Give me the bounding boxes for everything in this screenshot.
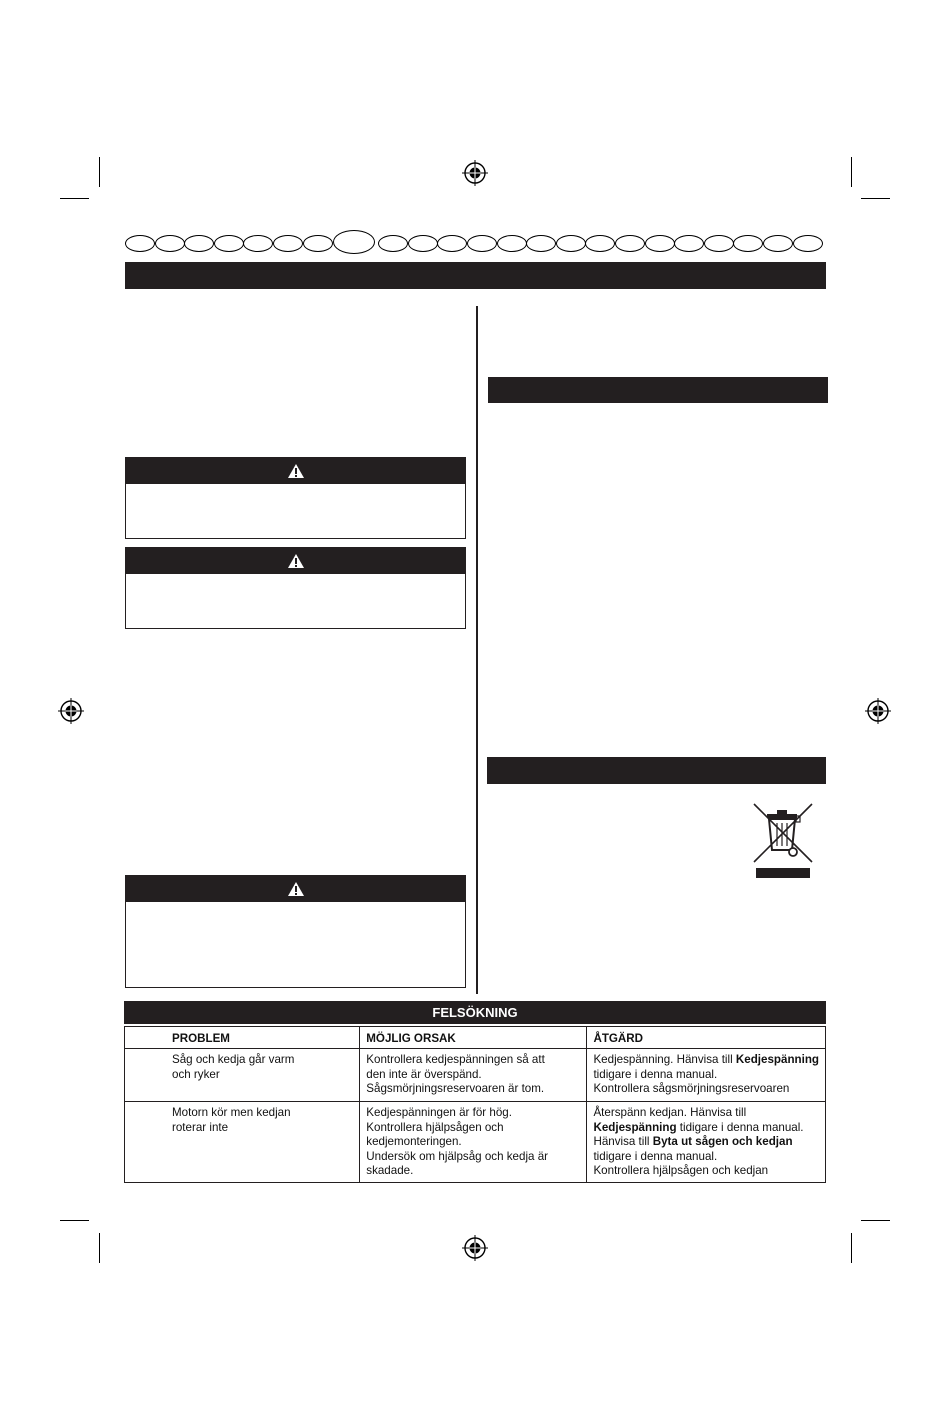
problem-cell	[125, 1102, 360, 1183]
column-header-cause: MÖJLIG ORSAK	[360, 1027, 587, 1049]
cell-line: roterar inte	[172, 1120, 229, 1134]
crop-mark	[851, 157, 852, 187]
text-run: tidigare i denna manual.	[593, 1149, 718, 1163]
cell-line: den inte är överspänd.	[366, 1067, 482, 1081]
cell-line: kedjemonteringen.	[366, 1135, 462, 1148]
troubleshooting-table	[124, 1026, 826, 1183]
warning-header	[126, 548, 465, 574]
cell-line	[593, 1164, 819, 1179]
language-tab[interactable]	[585, 235, 615, 252]
crop-mark	[861, 198, 890, 199]
bold-reference: Kedjespänning	[735, 1053, 819, 1066]
bold-reference: Kedjespänning	[593, 1120, 677, 1134]
language-tab[interactable]	[645, 235, 675, 252]
text-run: tidigare i denna manual.	[676, 1120, 804, 1134]
troubleshooting-title: FELSÖKNING	[124, 1001, 826, 1024]
table-header-row	[125, 1027, 826, 1049]
cell-line	[593, 1106, 819, 1121]
cell-line: Motorn kör men kedjan	[172, 1106, 291, 1119]
crop-mark	[99, 157, 100, 187]
cell-line	[593, 1068, 819, 1083]
action-cell	[587, 1102, 826, 1183]
text-run: Hänvisa till	[593, 1135, 653, 1148]
language-tab[interactable]	[763, 235, 793, 252]
cell-line	[593, 1135, 819, 1150]
registration-mark-icon	[58, 698, 84, 724]
cell-line: Kontrollera hjälpsågen och	[366, 1120, 504, 1134]
language-tab[interactable]	[378, 235, 408, 252]
registration-mark-icon	[462, 1235, 488, 1261]
warning-header	[126, 876, 465, 902]
language-tab[interactable]	[615, 235, 645, 252]
language-tab-active[interactable]	[333, 230, 375, 254]
cell-line	[593, 1121, 819, 1136]
column-header-action: ÅTGÄRD	[587, 1027, 826, 1049]
crop-mark	[60, 1220, 89, 1221]
problem-cell	[125, 1049, 360, 1102]
warning-box	[125, 875, 466, 988]
language-tab[interactable]	[125, 235, 155, 252]
cell-line	[593, 1053, 819, 1068]
text-run: Återspänn kedjan. Hänvisa till	[593, 1106, 747, 1119]
language-tab[interactable]	[214, 235, 244, 252]
warning-triangle-icon	[287, 881, 305, 897]
cell-line: och ryker	[172, 1067, 220, 1081]
warning-triangle-icon	[287, 463, 305, 479]
right-section-header-bar	[487, 757, 826, 784]
section-header-bar	[125, 262, 826, 289]
language-tab[interactable]	[497, 235, 527, 252]
text-run: Kedjespänning. Hänvisa till	[593, 1053, 736, 1066]
language-tab[interactable]	[704, 235, 734, 252]
cause-cell	[360, 1102, 587, 1183]
language-tab[interactable]	[733, 235, 763, 252]
text-run: tidigare i denna manual.	[593, 1067, 718, 1081]
cell-line: Sågsmörjningsreservoaren är tom.	[366, 1082, 545, 1095]
cell-line: Kedjespänningen är för hög.	[366, 1106, 512, 1119]
text-run: Kontrollera hjälpsågen och kedjan	[593, 1164, 769, 1177]
language-tab[interactable]	[303, 235, 333, 252]
table-row	[125, 1102, 826, 1183]
cell-line	[593, 1150, 819, 1165]
crop-mark	[851, 1233, 852, 1263]
language-tab[interactable]	[273, 235, 303, 252]
language-tab[interactable]	[556, 235, 586, 252]
crop-mark	[60, 198, 89, 199]
language-tab[interactable]	[243, 235, 273, 252]
table-row	[125, 1049, 826, 1102]
language-tab[interactable]	[467, 235, 497, 252]
right-section-header-bar	[488, 377, 828, 403]
action-cell	[587, 1049, 826, 1102]
language-tab[interactable]	[674, 235, 704, 252]
cell-line: Såg och kedja går varm	[172, 1053, 295, 1066]
cell-line: skadade.	[366, 1164, 414, 1177]
cell-line: Kontrollera kedjespänningen så att	[366, 1053, 545, 1066]
warning-triangle-icon	[287, 553, 305, 569]
registration-mark-icon	[462, 160, 488, 186]
column-header-problem: PROBLEM	[125, 1027, 360, 1049]
language-tab[interactable]	[408, 235, 438, 252]
language-tab[interactable]	[184, 235, 214, 252]
crossed-out-wheelie-bin-icon	[752, 802, 814, 880]
warning-box	[125, 547, 466, 629]
column-divider	[476, 306, 478, 994]
language-tab[interactable]	[793, 235, 823, 252]
language-tab[interactable]	[155, 235, 185, 252]
language-tab[interactable]	[526, 235, 556, 252]
text-run: Kontrollera sågsmörjningsreservoaren	[593, 1082, 790, 1095]
cause-cell	[360, 1049, 587, 1102]
bold-reference: Byta ut sågen och kedjan	[652, 1135, 793, 1148]
cell-line: Undersök om hjälpsåg och kedja är	[366, 1149, 549, 1163]
crop-mark	[99, 1233, 100, 1263]
cell-line	[593, 1082, 819, 1097]
warning-header	[126, 458, 465, 484]
registration-mark-icon	[865, 698, 891, 724]
crop-mark	[861, 1220, 890, 1221]
language-tabs	[125, 232, 827, 256]
language-tab[interactable]	[437, 235, 467, 252]
warning-box	[125, 457, 466, 539]
